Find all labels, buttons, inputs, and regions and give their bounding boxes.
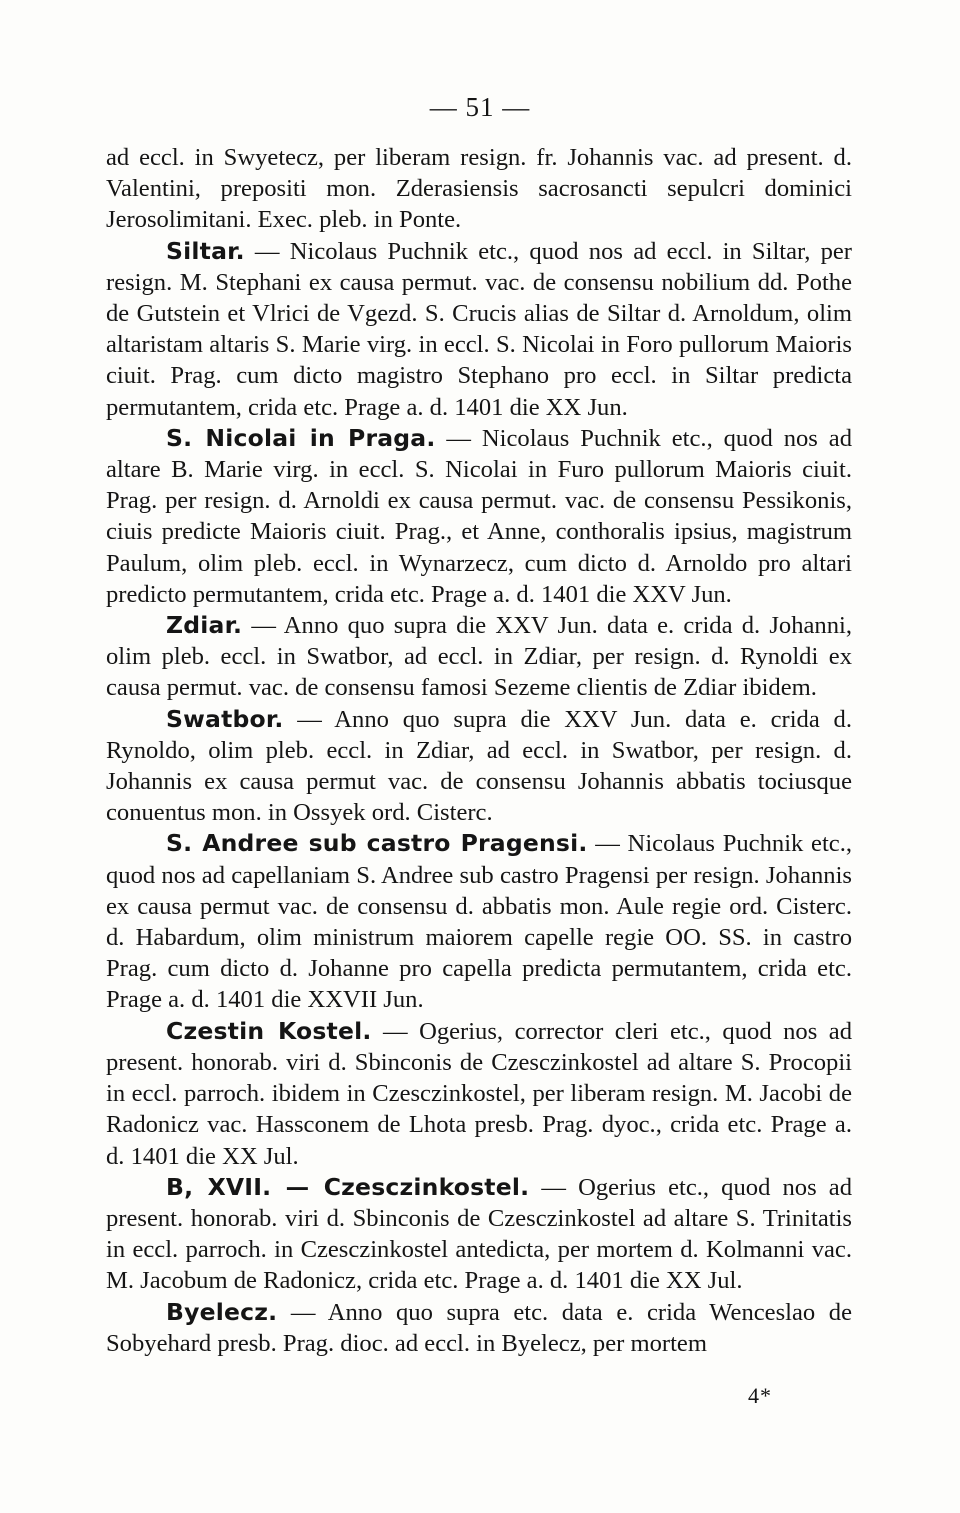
entry-heading: Czestin Kostel.	[166, 1016, 372, 1045]
entry-text: — Anno quo supra etc. data e. crida Wenceslao de Sobyehard presb. Prag. dioc. ad eccl. in Byelecz, per mortem	[106, 1298, 852, 1357]
entry-zdiar	[106, 610, 852, 704]
entry-text: — Nicolaus Puchnik etc., quod nos ad capellaniam S. Andree sub castro Pragensi per resign. Johannis ex causa permut vac. de consensu d. abbatis mon. Aule regie ord. Cisterc. d. Habardum, olim ministrum maiorem capelle regie OO. SS. in castro Prag. cum dicto d. Johanne pro capella predicta permutantem, crida etc. Prage a. d. 1401 die XXVII Jun.	[106, 830, 853, 1014]
entry-text: ad eccl. in Swyetecz, per liberam resign. fr. Johannis vac. ad present. d. Valentini, prepositi mon. Zderasiensis sacrosancti sepulcri dominici Jerosolimitani. Exec. pleb. in Ponte.	[106, 144, 852, 234]
entry-heading: S. Andree sub castro Pragensi.	[166, 829, 588, 858]
entry-text: — Anno quo supra die XXV Jun. data e. crida d. Johanni, olim pleb. eccl. in Swatbor, ad eccl. in Zdiar, per resign. d. Rynoldi ex causa permut. vac. de consensu famosi Sezeme clientis de Zdiar ibidem.	[106, 612, 852, 702]
entry-heading: S. Nicolai in Praga.	[166, 423, 436, 452]
entry-czesczinkostel	[106, 1172, 852, 1297]
entry-s-nicolai-in-praga	[106, 423, 852, 610]
entry-text: — Nicolaus Puchnik etc., quod nos ad eccl. in Siltar, per resign. M. Stephani ex causa permut. vac. de consensu nobilium dd. Pothe de Gutstein et Vlrici de Vgezd. S. Crucis alias de Siltar d. Arnoldum, olim altaristam altaris S. Marie virg. in eccl. S. Nicolai in Foro pullorum Maioris ciuit. Prag. cum dicto magistro Stephano pro eccl. in Siltar predicta permutantem, crida etc. Prage a. d. 1401 die XX Jun.	[106, 237, 852, 421]
entry-text: — Anno quo supra die XXV Jun. data e. crida d. Rynoldo, olim pleb. eccl. in Zdiar, ad eccl. in Swatbor, per resign. d. Johannis ex causa permut vac. de consensu Johannis abbatis tociusque conuentus mon. in Ossyek ord. Cisterc.	[106, 705, 852, 827]
entry-byelecz	[106, 1297, 852, 1359]
entry-text: — Ogerius etc., quod nos ad present. honorab. viri d. Sbinconis de Czesczinkostel ad altare S. Trinitatis in eccl. parroch. in Czesczinkostel antedicta, per mortem d. Kolmanni vac. M. Jacobum de Radonicz, crida etc. Prage a. d. 1401 die XX Jul.	[106, 1173, 852, 1295]
entry-heading: Swatbor.	[166, 704, 284, 733]
entry-heading: B, XVII. — Czesczinkostel.	[166, 1172, 530, 1201]
entry-heading: Zdiar.	[166, 611, 243, 640]
text-body	[106, 142, 852, 1359]
entry-text: — Nicolaus Puchnik etc., quod nos ad altare B. Marie virg. in eccl. S. Nicolai in Furo pullorum Maioris ciuit. Prag. per resign. d. Arnoldi ex causa permut. vac. de consensu Pessikonis, ciuis predicte Maioris ciuit. Prag., et Anne, conthoralis ipsius, magistrum Paulum, olim pleb. eccl. in Wynarzecz, cum dicto d. Arnoldo pro altari predicto permutantem, crida etc. Prage a. d. 1401 die XXV Jun.	[106, 424, 852, 608]
entry-continuation	[106, 142, 852, 236]
entry-heading: Byelecz.	[166, 1297, 278, 1326]
page-number: — 51 —	[429, 92, 531, 122]
entry-s-andree	[106, 828, 852, 1015]
entry-czestin-kostel	[106, 1016, 852, 1172]
entry-swatbor	[106, 704, 852, 829]
entry-siltar	[106, 236, 852, 423]
entry-heading: Siltar.	[166, 236, 245, 265]
signature-mark: 4*	[748, 1383, 772, 1408]
entry-text: — Ogerius, corrector cleri etc., quod nos ad present. honorab. viri d. Sbinconis de Czesczinkostel ad altare S. Procopii in eccl. parroch. ibidem in Czesczinkostel, per liberam resign. M. Jacobi de Radonicz vac. Hassconem de Lhota presb. Prag. dyoc., crida etc. Prage a. d. 1401 die XX Jul.	[106, 1017, 852, 1170]
